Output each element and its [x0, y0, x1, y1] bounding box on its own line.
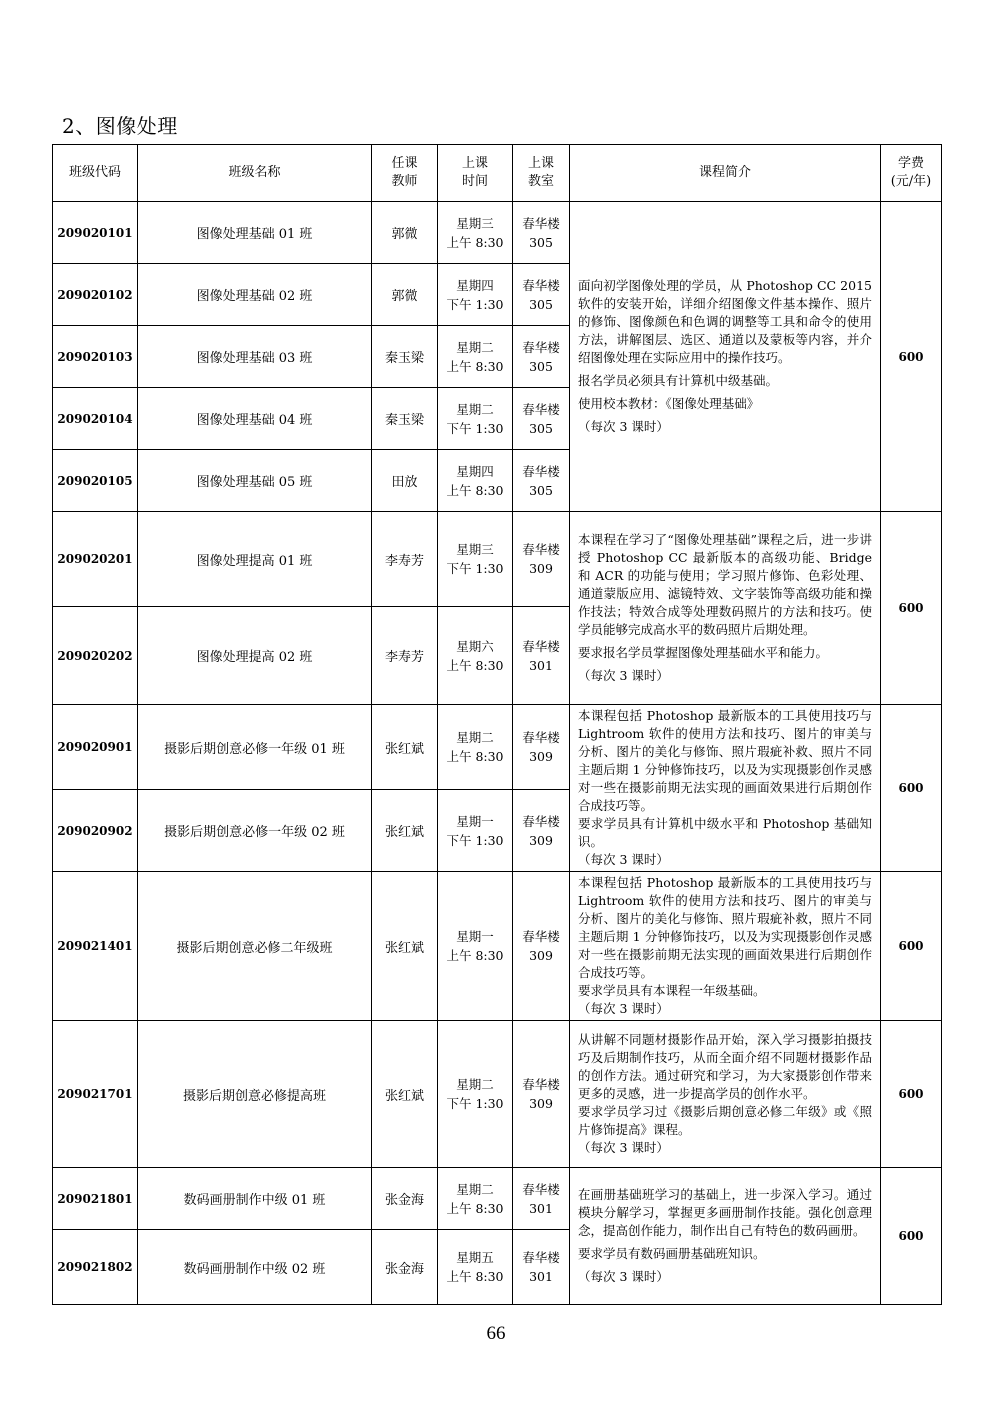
class-name: 图像处理基础 04 班 — [138, 388, 372, 450]
description-paragraph: 本课程包括 Photoshop 最新版本的工具使用技巧与 Lightroom 软件的使用方法和技巧、图片的审美与分析、图片的美化与修饰、照片瑕疵补救，照片不同主题后期 1 分钟修饰技巧，以及为实现摄影创作灵感对一些在摄影前期无法实现的画面效果进行后期创作合成技巧等。 — [578, 875, 872, 980]
class-day: 星期一 — [456, 813, 494, 829]
description-paragraph: 本课程包括 Photoshop 最新版本的工具使用技巧与 Lightroom 软件的使用方法和技巧、图片的审美与分析、图片的美化与修饰、照片瑕疵补救、照片不同主题后期 1 分钟修饰技巧，以及为实现摄影创作灵感对一些在摄影前期无法实现的画面效果进行后期创作合成技巧等。 — [578, 708, 872, 813]
class-time — [438, 872, 513, 1021]
table-row — [53, 872, 942, 1021]
header-teacher: 任课 教师 — [372, 145, 438, 202]
room-number: 305 — [529, 420, 553, 436]
course-description — [570, 1168, 881, 1305]
course-description — [570, 202, 881, 512]
class-time — [438, 705, 513, 790]
header-room: 上课 教室 — [513, 145, 570, 202]
class-code: 209021701 — [53, 1021, 138, 1168]
class-time — [438, 326, 513, 388]
tuition-fee: 600 — [881, 872, 942, 1021]
class-code: 209020103 — [53, 326, 138, 388]
course-description — [570, 705, 881, 872]
room-number: 301 — [529, 657, 553, 673]
classroom — [513, 1021, 570, 1168]
class-name: 图像处理基础 01 班 — [138, 202, 372, 264]
room-number: 309 — [529, 832, 553, 848]
classroom — [513, 1230, 570, 1305]
description-paragraph: 要求学员有数码画册基础班知识。 — [578, 1246, 766, 1261]
description-paragraph: 要求报名学员掌握图像处理基础水平和能力。 — [578, 645, 829, 660]
class-name: 摄影后期创意必修二年级班 — [138, 872, 372, 1021]
classroom — [513, 264, 570, 326]
header-name: 班级名称 — [138, 145, 372, 202]
building: 春华楼 — [522, 401, 560, 417]
class-time — [438, 1230, 513, 1305]
class-day: 星期二 — [456, 1077, 494, 1092]
teacher-name: 张红斌 — [372, 790, 438, 872]
class-code: 209021401 — [53, 872, 138, 1021]
tuition-fee: 600 — [881, 1168, 942, 1305]
teacher-name: 田放 — [372, 450, 438, 512]
table-row — [53, 1168, 942, 1230]
course-table — [52, 144, 942, 1305]
class-code: 209020101 — [53, 202, 138, 264]
header-time: 上课 时间 — [438, 145, 513, 202]
teacher-name: 张金海 — [372, 1230, 438, 1305]
table-row — [53, 705, 942, 790]
class-hour: 上午 8:30 — [446, 657, 504, 673]
class-code: 209020102 — [53, 264, 138, 326]
class-time — [438, 450, 513, 512]
class-time — [438, 607, 513, 705]
class-hour: 上午 8:30 — [446, 1269, 504, 1284]
class-code: 209020201 — [53, 512, 138, 607]
teacher-name: 秦玉梁 — [372, 388, 438, 450]
class-name: 摄影后期创意必修提高班 — [138, 1021, 372, 1168]
header-code: 班级代码 — [53, 145, 138, 202]
class-code: 209021801 — [53, 1168, 138, 1230]
class-hour: 下午 1:30 — [446, 296, 504, 312]
teacher-name: 张金海 — [372, 1168, 438, 1230]
class-day: 星期二 — [456, 339, 494, 355]
room-number: 309 — [529, 749, 553, 764]
tuition-fee: 600 — [881, 512, 942, 705]
header-row — [53, 145, 942, 202]
room-number: 309 — [529, 1096, 553, 1111]
room-number: 305 — [529, 234, 553, 250]
class-hour: 上午 8:30 — [446, 1200, 504, 1216]
class-time — [438, 388, 513, 450]
description-paragraph: 从讲解不同题材摄影作品开始，深入学习摄影拍摄技巧及后期制作技巧，从而全面介绍不同题材摄影作品的创作方法。通过研究和学习，为大家摄影创作带来更多的灵感，进一步提高学员的创作水平。 — [578, 1032, 872, 1101]
class-time — [438, 1168, 513, 1230]
class-hour: 下午 1:30 — [446, 561, 504, 576]
class-time — [438, 1021, 513, 1168]
class-time — [438, 790, 513, 872]
room-number: 309 — [529, 561, 553, 576]
class-code: 209020902 — [53, 790, 138, 872]
class-hour: 下午 1:30 — [446, 832, 504, 848]
room-number: 309 — [529, 948, 553, 963]
class-code: 209020901 — [53, 705, 138, 790]
building: 春华楼 — [522, 730, 560, 745]
class-day: 星期三 — [456, 215, 494, 231]
class-name: 数码画册制作中级 02 班 — [138, 1230, 372, 1305]
building: 春华楼 — [522, 813, 560, 829]
class-code: 209021802 — [53, 1230, 138, 1305]
class-day: 星期四 — [456, 277, 494, 293]
room-number: 305 — [529, 296, 553, 312]
description-paragraph: （每次 3 课时） — [578, 1140, 669, 1155]
class-day: 星期三 — [456, 542, 494, 557]
building: 春华楼 — [522, 463, 560, 479]
table-row — [53, 512, 942, 607]
class-name: 图像处理基础 02 班 — [138, 264, 372, 326]
header-desc: 课程简介 — [570, 145, 881, 202]
class-day: 星期五 — [456, 1250, 494, 1265]
description-paragraph: 报名学员必须具有计算机中级基础。 — [578, 373, 779, 388]
class-hour: 下午 1:30 — [446, 420, 504, 436]
building: 春华楼 — [522, 215, 560, 231]
tuition-fee: 600 — [881, 202, 942, 512]
section-title: 2、图像处理 — [62, 114, 178, 138]
description-paragraph: 要求学员学习过《摄影后期创意必修二年级》或《照片修饰提高》课程。 — [578, 1104, 872, 1137]
classroom — [513, 326, 570, 388]
classroom — [513, 1168, 570, 1230]
class-day: 星期四 — [456, 463, 494, 479]
room-number: 305 — [529, 482, 553, 498]
building: 春华楼 — [522, 1250, 560, 1265]
table-row — [53, 202, 942, 264]
class-name: 数码画册制作中级 01 班 — [138, 1168, 372, 1230]
description-paragraph: 要求学员具有本课程一年级基础。 — [578, 983, 766, 998]
class-name: 图像处理基础 03 班 — [138, 326, 372, 388]
classroom — [513, 607, 570, 705]
header-fee: 学费 (元/年) — [881, 145, 942, 202]
class-name: 图像处理基础 05 班 — [138, 450, 372, 512]
class-hour: 上午 8:30 — [446, 358, 504, 374]
teacher-name: 张红斌 — [372, 1021, 438, 1168]
building: 春华楼 — [522, 277, 560, 293]
building: 春华楼 — [522, 339, 560, 355]
class-time — [438, 512, 513, 607]
class-time — [438, 202, 513, 264]
classroom — [513, 790, 570, 872]
class-code: 209020105 — [53, 450, 138, 512]
classroom — [513, 450, 570, 512]
classroom — [513, 512, 570, 607]
course-description — [570, 1021, 881, 1168]
building: 春华楼 — [522, 1077, 560, 1092]
class-day: 星期二 — [456, 401, 494, 417]
class-hour: 上午 8:30 — [446, 749, 504, 764]
classroom — [513, 872, 570, 1021]
page-number: 66 — [486, 1323, 506, 1344]
class-hour: 上午 8:30 — [446, 234, 504, 250]
classroom — [513, 202, 570, 264]
description-paragraph: （每次 3 课时） — [578, 852, 669, 867]
description-paragraph: 在画册基础班学习的基础上，进一步深入学习。通过模块分解学习，掌握更多画册制作技能。强化创意理念，提高创作能力，制作出自己有特色的数码画册。 — [578, 1187, 872, 1238]
teacher-name: 秦玉梁 — [372, 326, 438, 388]
course-description — [570, 872, 881, 1021]
building: 春华楼 — [522, 542, 560, 557]
class-hour: 上午 8:30 — [446, 482, 504, 498]
class-name: 图像处理提高 01 班 — [138, 512, 372, 607]
teacher-name: 张红斌 — [372, 705, 438, 790]
building: 春华楼 — [522, 1181, 560, 1197]
class-code: 209020104 — [53, 388, 138, 450]
description-paragraph: （每次 3 课时） — [578, 419, 669, 434]
class-code: 209020202 — [53, 607, 138, 705]
description-paragraph: （每次 3 课时） — [578, 668, 669, 683]
class-time — [438, 264, 513, 326]
class-day: 星期一 — [456, 929, 494, 944]
classroom — [513, 705, 570, 790]
description-paragraph: 本课程在学习了“图像处理基础”课程之后，进一步讲授 Photoshop CC 最新版本的高级功能、Bridge 和 ACR 的功能与使用；学习照片修饰、色彩处理、通道蒙版应用、滤镜特效、文字装饰等高级功能和操作技法；特效合成等处理数码照片的方法和技巧。使学员能够完成高水平的数码照片后期处理。 — [578, 532, 872, 637]
building: 春华楼 — [522, 638, 560, 654]
description-paragraph: 面向初学图像处理的学员，从 Photoshop CC 2015 软件的安装开始，详细介绍图像文件基本操作、照片的修饰、图像颜色和色调的调整等工具和命令的使用方法，讲解图层、选区、通道以及蒙板等内容，并介绍图像处理在实际应用中的操作技巧。 — [578, 278, 872, 365]
description-paragraph: 要求学员具有计算机中级水平和 Photoshop 基础知识。 — [578, 816, 872, 849]
description-paragraph: 使用校本教材：《图像处理基础》 — [578, 396, 760, 411]
class-day: 星期六 — [456, 638, 494, 654]
teacher-name: 张红斌 — [372, 872, 438, 1021]
class-day: 星期二 — [456, 730, 494, 745]
teacher-name: 李寿芳 — [372, 512, 438, 607]
tuition-fee: 600 — [881, 1021, 942, 1168]
teacher-name: 郭微 — [372, 264, 438, 326]
classroom — [513, 388, 570, 450]
room-number: 301 — [529, 1269, 553, 1284]
class-hour: 上午 8:30 — [446, 948, 504, 963]
description-paragraph: （每次 3 课时） — [578, 1269, 669, 1284]
table-row — [53, 1021, 942, 1168]
class-name: 图像处理提高 02 班 — [138, 607, 372, 705]
description-paragraph: （每次 3 课时） — [578, 1001, 669, 1016]
course-description — [570, 512, 881, 705]
tuition-fee: 600 — [881, 705, 942, 872]
teacher-name: 郭微 — [372, 202, 438, 264]
class-name: 摄影后期创意必修一年级 01 班 — [138, 705, 372, 790]
class-hour: 下午 1:30 — [446, 1096, 504, 1111]
building: 春华楼 — [522, 929, 560, 944]
room-number: 301 — [529, 1200, 553, 1216]
class-name: 摄影后期创意必修一年级 02 班 — [138, 790, 372, 872]
class-day: 星期二 — [456, 1181, 494, 1197]
teacher-name: 李寿芳 — [372, 607, 438, 705]
room-number: 305 — [529, 358, 553, 374]
